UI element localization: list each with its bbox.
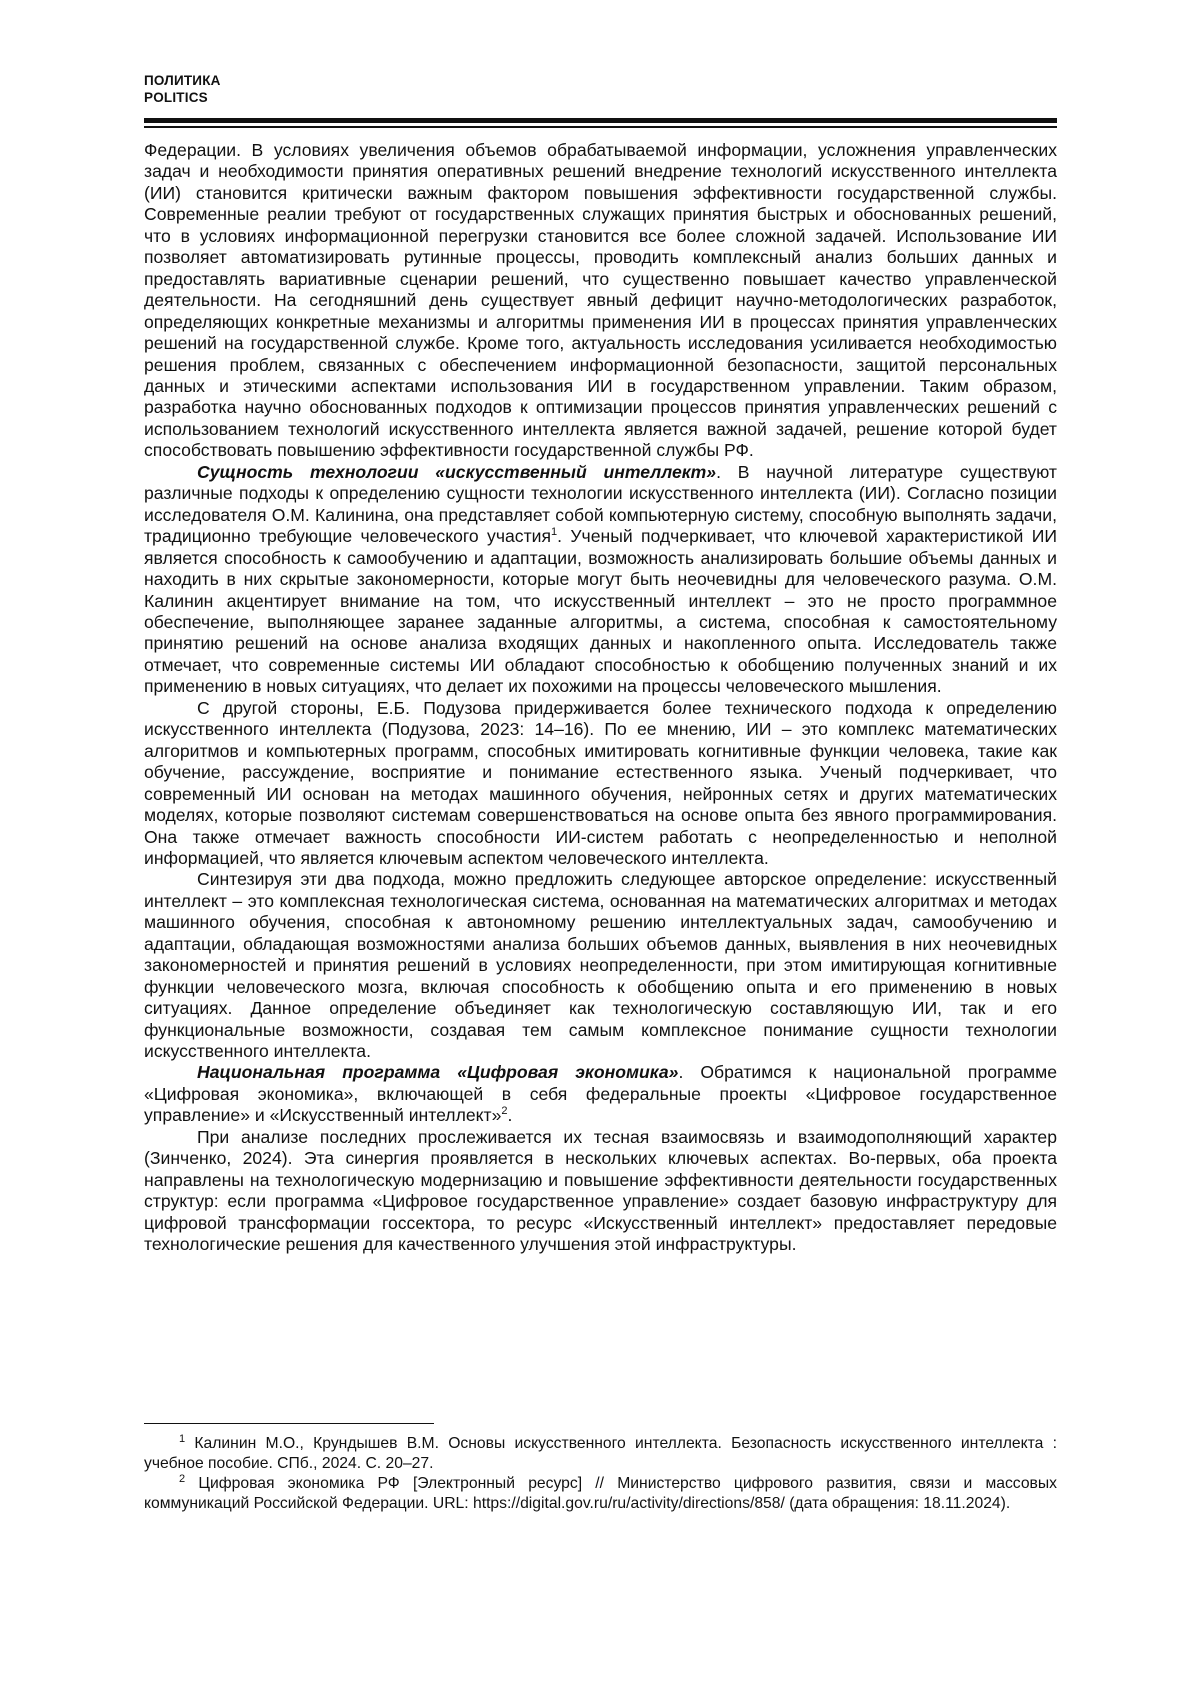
- footnote-separator: [144, 1423, 434, 1424]
- footnote-ref-1: 1: [551, 526, 558, 539]
- paragraph-definition: Синтезируя эти два подхода, можно предложить следующее авторское определение: искусственный интеллект – это комплексная технологическая система, основанная на математических алгоритмах и методах машинного обучения, способная к автономному решению интеллектуальных задач, самообучению и адаптации, обладающая возможностями анализа больших объемов данных, выявления в них неочевидных закономерностей и принятия решений в условиях неопределенности, при этом имитирующая когнитивные функции человеческого мозга, включая способность к обобщению опыта и его применению в новых ситуациях. Данное определение объединяет как технологическую составляющую ИИ, так и его функциональные возможности, создавая тем самым комплексное понимание сущности технологии искусственного интеллекта.: [144, 869, 1057, 1062]
- paragraph-synergy: При анализе последних прослеживается их тесная взаимосвязь и взаимодополняющий характер (Зинченко, 2024). Эта синергия проявляется в нескольких ключевых аспектах. Во-первых, оба проекта направлены на технологическую модернизацию и повышение эффективности деятельности государственных структур: если программа «Цифровое государственное управление» создает базовую инфраструктуру для цифровой трансформации госсектора, то ресурс «Искусственный интеллект» предоставляет передовые технологические решения для качественного улучшения этой инфраструктуры.: [144, 1126, 1057, 1255]
- running-header: [144, 72, 221, 106]
- section-title-ru: ПОЛИТИКА: [144, 73, 221, 88]
- footnote-1: [144, 1434, 1057, 1474]
- paragraph-text: . Обратимся к национальной программе «Цифровая экономика», включающей в себя федеральные проекты «Цифровое государственное управление» и «Искусственный интеллект»: [144, 1062, 1057, 1126]
- paragraph-continued: Федерации. В условиях увеличения объемов обрабатываемой информации, усложнения управленческих задач и необходимости принятия оперативных решений внедрение технологий искусственного интеллекта (ИИ) становится критически важным фактором повышения эффективности государственной службы. Современные реалии требуют от государственных служащих принятия быстрых и обоснованных решений, что в условиях информационной перегрузки становится все более сложной задачей. Использование ИИ позволяет автоматизировать рутинные процессы, проводить комплексный анализ больших данных и предоставлять вариативные сценарии решений, что существенно повышает качество управленческой деятельности. На сегодняшний день существует явный дефицит научно-методологических разработок, определяющих конкретные механизмы и алгоритмы применения ИИ в процессах принятия управленческих решений на государственной службе. Кроме того, актуальность исследования усиливается необходимостью решения проблем, связанных с обеспечением информационной безопасности, защитой персональных данных и этическими аспектами использования ИИ в государственном управлении. Таким образом, разработка научно обоснованных подходов к оптимизации процессов принятия управленческих решений с использованием технологий искусственного интеллекта является важной задачей, решение которой будет способствовать повышению эффективности государственной службы РФ.: [144, 140, 1057, 461]
- paragraph-ai-essence: [144, 462, 1057, 698]
- footnote-text: Калинин М.О., Крундышев В.М. Основы искусственного интеллекта. Безопасность искусственного интеллекта : учебное пособие. СПб., 2024. С. 20–27.: [144, 1435, 1057, 1472]
- footnote-number: 2: [179, 1472, 186, 1485]
- paragraph-digital-economy: [144, 1062, 1057, 1126]
- section-heading-ai-essence: Сущность технологии «искусственный интеллект»: [197, 461, 717, 482]
- header-rule-thick: [144, 118, 1057, 123]
- article-body: [144, 140, 1057, 1256]
- section-title-en: POLITICS: [144, 90, 208, 105]
- paragraph-poduzova: С другой стороны, Е.Б. Подузова придерживается более технического подхода к определению искусственного интеллекта (Подузова, 2023: 14–16). По ее мнению, ИИ – это комплекс математических алгоритмов и компьютерных программ, способных имитировать когнитивные функции человека, такие как обучение, рассуждение, восприятие и понимание естественного языка. Ученый подчеркивает, что современный ИИ основан на методах машинного обучения, нейронных сетях и других математических моделях, которые позволяют системам совершенствоваться на основе опыта без явного программирования. Она также отмечает важность способности ИИ-систем работать с неопределенностью и неполной информацией, что является ключевым аспектом человеческого интеллекта.: [144, 697, 1057, 868]
- paragraph-text: .: [507, 1105, 513, 1126]
- footnotes: [144, 1434, 1057, 1514]
- paragraph-text: . В научной литературе существуют различные подходы к определению сущности технологии искусственного интеллекта (ИИ). Согласно позиции исследователя О.М. Калинина, она представляет собой компьютерную систему, способную выполнять задачи, традиционно требующие человеческого участия: [144, 461, 1057, 547]
- section-heading-digital-economy: Национальная программа «Цифровая экономика»: [197, 1062, 679, 1083]
- header-rule-thin: [144, 126, 1057, 128]
- footnote-ref-2: 2: [501, 1105, 508, 1118]
- footnote-2: [144, 1474, 1057, 1514]
- footnote-number: 1: [179, 1432, 186, 1445]
- paragraph-text: . Ученый подчеркивает, что ключевой характеристикой ИИ является способность к самообучению и адаптации, возможность анализировать большие объемы данных и находить в них скрытые закономерности, которые могут быть неочевидны для человеческого разума. О.М. Калинин акцентирует внимание на том, что искусственный интеллект – это не просто программное обеспечение, выполняющее заранее заданные алгоритмы, а система, способная к самостоятельному принятию решений на основе анализа входящих данных и накопленного опыта. Исследователь также отмечает, что современные системы ИИ обладают способностью к обобщению полученных знаний и их применению в новых ситуациях, что делает их похожими на процессы человеческого мышления.: [144, 526, 1057, 697]
- footnote-text: Цифровая экономика РФ [Электронный ресурс] // Министерство цифрового развития, связи и массовых коммуникаций Российской Федерации. URL: https://digital.gov.ru/ru/activity/directions/858/ (дата обращения: 18.11.2024).: [144, 1474, 1057, 1512]
